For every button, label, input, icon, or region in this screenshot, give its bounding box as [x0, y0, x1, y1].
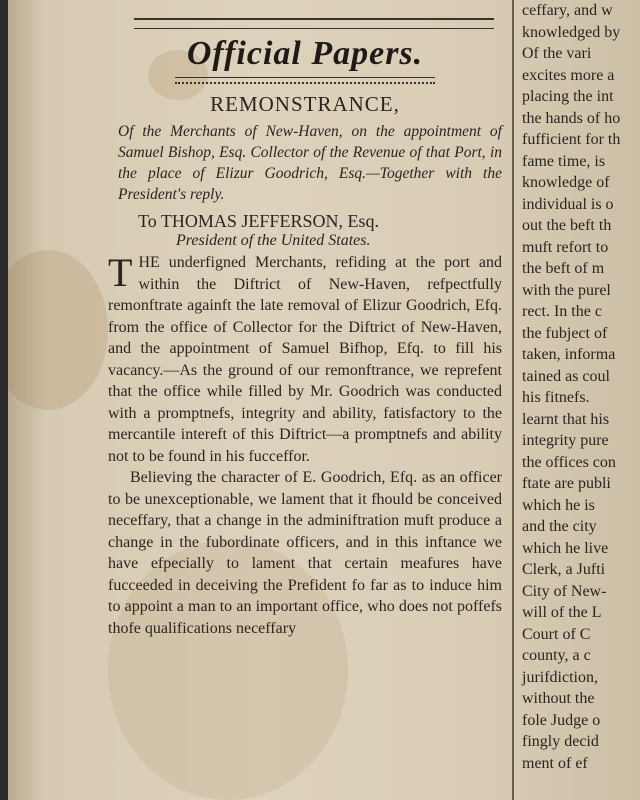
article-headline: REMONSTRANCE,	[210, 92, 400, 116]
column-text-line: fufficient for th	[522, 131, 621, 148]
addressee-title: President of the United States.	[176, 232, 371, 249]
newspaper-page	[8, 0, 640, 800]
column-text-line: with the purel	[522, 281, 611, 299]
article-body	[108, 252, 502, 639]
column-text-line: tained as coul	[522, 367, 610, 385]
column-text-line: which he live	[522, 539, 609, 557]
column-text-line: jurifdiction,	[522, 668, 598, 686]
addressee-line: To THOMAS JEFFERSON, Esq.	[138, 211, 379, 231]
column-text-line: the fubject of	[522, 324, 608, 342]
column-divider	[512, 0, 514, 800]
column-text-line: out the beft th	[522, 217, 612, 234]
column-text-line: rect. In the c	[522, 303, 602, 320]
column-text-line: fole Judge o	[522, 711, 601, 729]
column-text-line: City of New-	[522, 582, 607, 600]
column-text-line: integrity pure	[522, 432, 609, 449]
article-deck: Of the Merchants of New-Haven, on the appointment of Samuel Bishop, Esq. Collector of the Revenue of that Port, in the place of Elizur Goodrich, Esq.—Together with the President's reply.	[118, 123, 502, 203]
article-column	[104, 18, 506, 639]
column-text-line: placing the int	[522, 88, 614, 105]
column-text-line: Clerk, a Jufti	[522, 561, 606, 578]
column-text-line: fame time, is	[522, 152, 606, 170]
column-text-line: learnt that his	[522, 410, 610, 428]
column-text-line: taken, informa	[522, 346, 616, 363]
drop-cap: T	[108, 250, 133, 295]
paper-stain	[8, 250, 108, 410]
column-text-line: muft refort to	[522, 238, 609, 256]
column-text-line: knowledge of	[522, 174, 610, 191]
ornament-rule	[175, 77, 435, 84]
column-text-line: excites more a	[522, 66, 615, 84]
column-text-line: his fitnefs.	[522, 389, 590, 406]
column-text-line: will of the L	[522, 604, 602, 621]
column-text-line: Court of C	[522, 625, 591, 643]
column-text-line: and the city	[522, 518, 597, 535]
paragraph-2: Believing the character of E. Goodrich, Efq. as an officer to be unexceptionable, we lament that it fhould be conceived neceffary, that a change in the adminiftration muft produce a change in the fubordinate officers, and in this inftance we have efpecially to lament that certain meafures have fucceeded in deceiving the Prefident fo far as to induce him to appoint a man to an important office, who does not poffefs thofe qualifications neceffary	[108, 469, 502, 637]
column-text-line: which he is	[522, 496, 595, 514]
column-text-line: fingly decid	[522, 733, 599, 750]
column-text-line: ceffary, and w	[522, 2, 613, 19]
column-text-line: individual is o	[522, 195, 614, 213]
paragraph-1	[108, 252, 502, 467]
column-text-line: the hands of ho	[522, 109, 621, 127]
column-text-line: without the	[522, 690, 595, 707]
column-text-line: county, a c	[522, 647, 591, 664]
header-rule	[134, 18, 494, 29]
column-text-line: the offices con	[522, 453, 616, 471]
column-text-line: ftate are publi	[522, 475, 611, 492]
section-masthead: Official Papers.	[186, 35, 424, 72]
column-text-line: ment of ef	[522, 754, 588, 772]
paragraph-1-text: HE underfigned Merchants, refiding at the port and within the Diftrict of New-Haven, refpectfully remonftrate againft the late removal of Elizur Goodrich, Efq. from the office of Collector for the Diftrict of New-Haven, and the appointment of Samuel Bifhop, Efq. to fill his vacancy.—As the ground of our remonftrance, we reprefent that the office while filled by Mr. Goodrich was conducted with a promptnefs, integrity and ability, fatisfactory to the mercantile intereft of this Diftrict—a promptnefs and ability not to be found in his fucceffor.	[108, 254, 502, 465]
adjacent-column	[522, 0, 640, 774]
column-text-line: Of the vari	[522, 45, 592, 62]
column-text-line: the beft of m	[522, 260, 605, 277]
column-text-line: knowledged by	[522, 23, 621, 41]
